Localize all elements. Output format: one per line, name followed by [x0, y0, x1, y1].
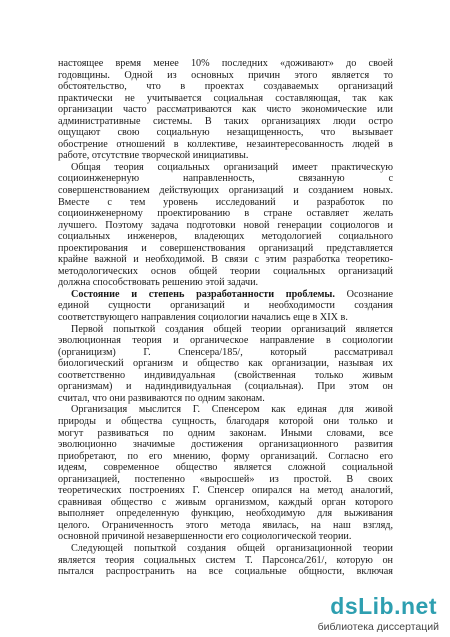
- text-line: [58, 289, 393, 301]
- text-line: считал, что они развиваются по одним законам.: [58, 392, 265, 404]
- text-line: приобретают, по его мнению, форму организаций. Согласно его: [58, 450, 393, 462]
- text-line: Следующей попыткой создания общей организационной теории: [71, 542, 393, 554]
- text-line: организации часто рассматриваются как чисто экономические или: [58, 104, 393, 116]
- text-line: настоящее время менее 10% последних «доживают» до своей: [58, 58, 393, 69]
- document-page: [58, 58, 393, 578]
- text-line: основной причиной незавершенности его социологической теории.: [58, 531, 352, 543]
- text-line: эволюционная теория и органическое направление в социологии: [58, 335, 393, 347]
- text-line: является теория социальных систем Т. Парсонса/261/, которую он: [58, 554, 393, 566]
- text-line: Вместе с тем уровень исследований и разработок по: [58, 196, 393, 208]
- text-line: лучшего. Поэтому задача подготовки новой генерации социологов и: [58, 219, 393, 231]
- text-line: совершенствованием действующих организаций и созданием новых.: [58, 185, 393, 197]
- text-line: Общая теория социальных организаций имеет практическую: [71, 161, 393, 173]
- text-line: практически не учитывается социальная составляющая, так как: [58, 92, 393, 104]
- text-line: организмам) и надиндивидуальная (социальная). При этом он: [58, 381, 393, 393]
- site-tagline: библиотека диссертаций: [317, 621, 439, 633]
- text-line: эволюционно значимые достижения организационного развития: [58, 439, 393, 451]
- heading-continuation: Осознание: [334, 288, 393, 300]
- text-line: Первой попыткой создания общей теории организаций является: [71, 323, 393, 335]
- text-line: соответственно индивидуальная (свойственная только живым: [58, 369, 393, 381]
- text-line: сравнивая общество с живым организмом, каждый орган которого: [58, 496, 393, 508]
- text-line: крайне важной и необходимой. В связи с этим разработка теоретико-: [58, 254, 393, 266]
- text-line: обострение отношений в коллективе, незаинтересованность людей в: [58, 138, 393, 150]
- text-line: годовщины. Одной из основных причин этого является то: [58, 69, 393, 81]
- text-line: (органицизм) Г. Спенсера/185/, который рассматривал: [58, 346, 393, 358]
- text-line: социоинженерному проектированию в стране оставляет желать: [58, 208, 393, 220]
- text-line: ощущают свою социальную незащищенность, что вызывает: [58, 127, 393, 139]
- watermark-footer[interactable]: [317, 593, 447, 637]
- text-line: обстоятельство, что в проектах создаваемых организаций: [58, 81, 393, 93]
- text-line: биологический организм и общество как организации, называя их: [58, 358, 393, 370]
- text-line: пытался распространить на все социальные общности, включая: [58, 566, 393, 578]
- text-line: работе, отсутствие творческой инициативы.: [58, 150, 249, 162]
- text-line: административные системы. В таких организациях люди остро: [58, 115, 393, 127]
- site-logo[interactable]: dsLib.net: [330, 593, 437, 619]
- text-line: могут развиваться по одним законам. Иными словами, все: [58, 427, 393, 439]
- text-line: соответствующего направления социологии начались еще в XIX в.: [58, 312, 348, 324]
- text-line: природы и общества сущность, благодаря которой они только и: [58, 415, 393, 427]
- text-line: проектирования и совершенствования организаций представляется: [58, 242, 393, 254]
- text-line: идеям, современное общество является сложной социальной: [58, 462, 393, 474]
- text-line: теоретических построениях Г. Спенсер опирался на метод аналогий,: [58, 485, 393, 497]
- text-line: единой сущности организаций и необходимости создания: [58, 300, 393, 312]
- text-line: должна способствовать решению этой задачи.: [58, 277, 259, 289]
- text-line: организацией, постепенно «выросшей» из простой. В своих: [58, 473, 393, 485]
- section-heading: Состояние и степень разработанности проблемы.: [71, 288, 335, 300]
- text-line: методологических основ общей теории социальных организаций: [58, 265, 393, 277]
- text-line: Организация мыслится Г. Спенсером как единая для живой: [71, 404, 393, 416]
- text-line: выполняет определенную функцию, необходимую для выживания: [58, 508, 393, 520]
- text-line: социальных инженеров, владеющих методологией социального: [58, 231, 393, 243]
- text-line: целого. Ограниченность этого метода явилась, на наш взгляд,: [58, 519, 393, 531]
- text-line: социоинженерную направленность, связанную с: [58, 173, 393, 185]
